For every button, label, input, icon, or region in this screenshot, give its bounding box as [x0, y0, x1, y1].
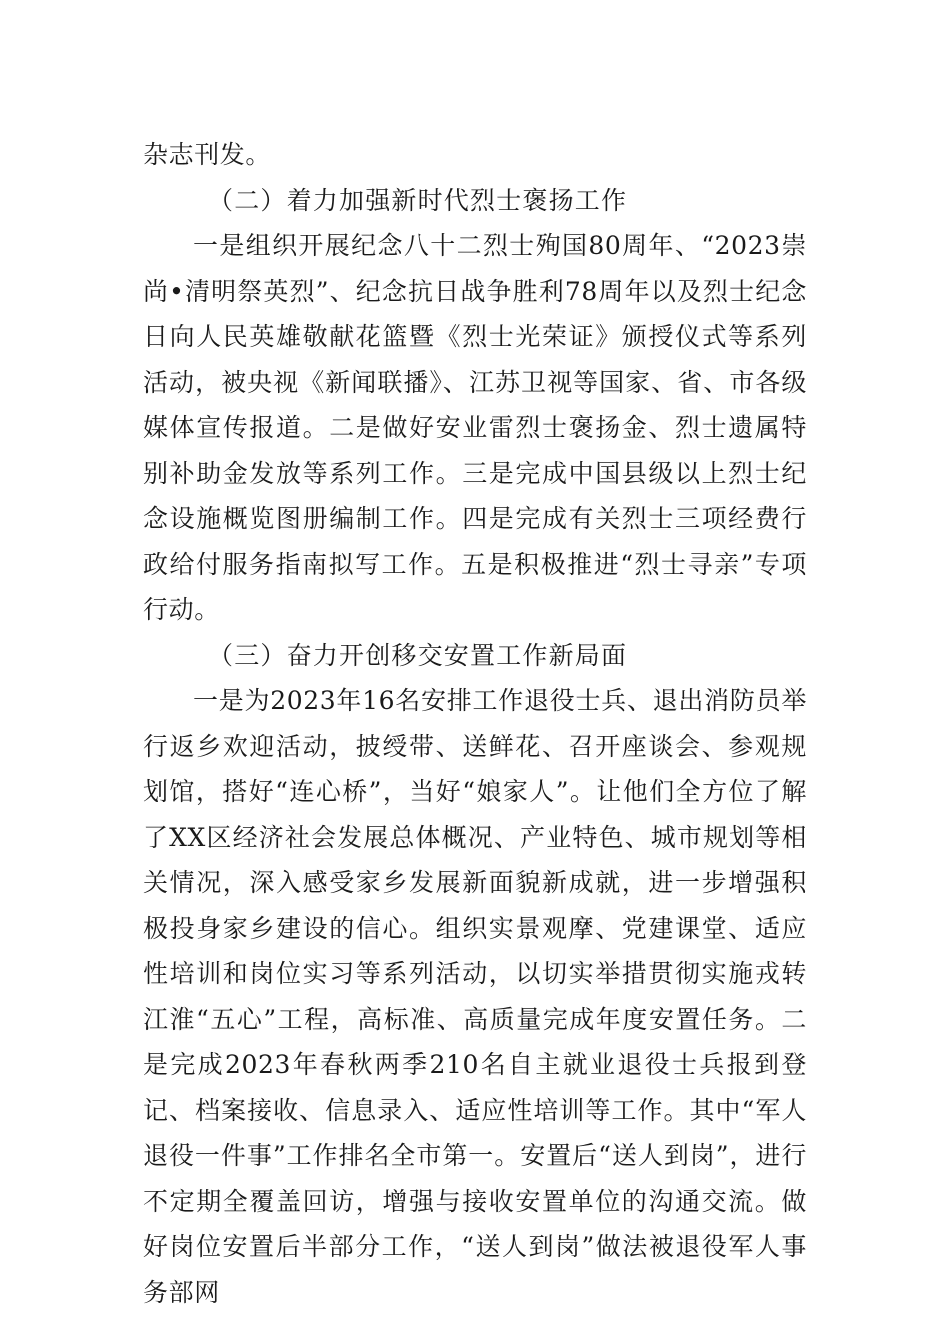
continuation-paragraph: 杂志刊发。: [143, 140, 272, 169]
body-paragraph-martyr-honoring: 一是组织开展纪念八十二烈士殉国80周年、“2023崇尚•清明祭英烈”、纪念抗日战争胜利78周年以及烈士纪念日向人民英雄敬献花篮暨《烈士光荣证》颁授仪式等系列活动，被央视《新闻联播》、江苏卫视等国家、省、市各级媒体宣传报道。二是做好安业雷烈士褒扬金、烈士遗属特别补助金发放等系列工作。三是完成中国县级以上烈士纪念设施概览图册编制工作。四是完成有关烈士三项经费行政给付服务指南拟写工作。五是积极推进“烈士寻亲”专项行动。: [143, 231, 807, 624]
section-heading-2: （二）着力加强新时代烈士褒扬工作: [208, 185, 628, 215]
body-paragraph-resettlement: 一是为2023年16名安排工作退役士兵、退出消防员举行返乡欢迎活动，披绶带、送鲜花、召开座谈会、参观规划馆，搭好“连心桥”，当好“娘家人”。让他们全方位了解了XX区经济社会发展总体概况、产业特色、城市规划等相关情况，深入感受家乡发展新面貌新成就，进一步增强积极投身家乡建设的信心。组织实景观摩、党建课堂、适应性培训和岗位实习等系列活动，以切实举措贯彻实施戎转江淮“五心”工程，高标准、高质量完成年度安置任务。二是完成2023年春秋两季210名自主就业退役士兵报到登记、档案接收、信息录入、适应性培训等工作。其中“军人退役一件事”工作排名全市第一。安置后“送人到岗”，进行不定期全覆盖回访，增强与接收安置单位的沟通交流。做好岗位安置后半部分工作，“送人到岗”做法被退役军人事务部网: [143, 686, 807, 1307]
document-body: [143, 132, 807, 1315]
section-heading-3: （三）奋力开创移交安置工作新局面: [208, 640, 628, 670]
